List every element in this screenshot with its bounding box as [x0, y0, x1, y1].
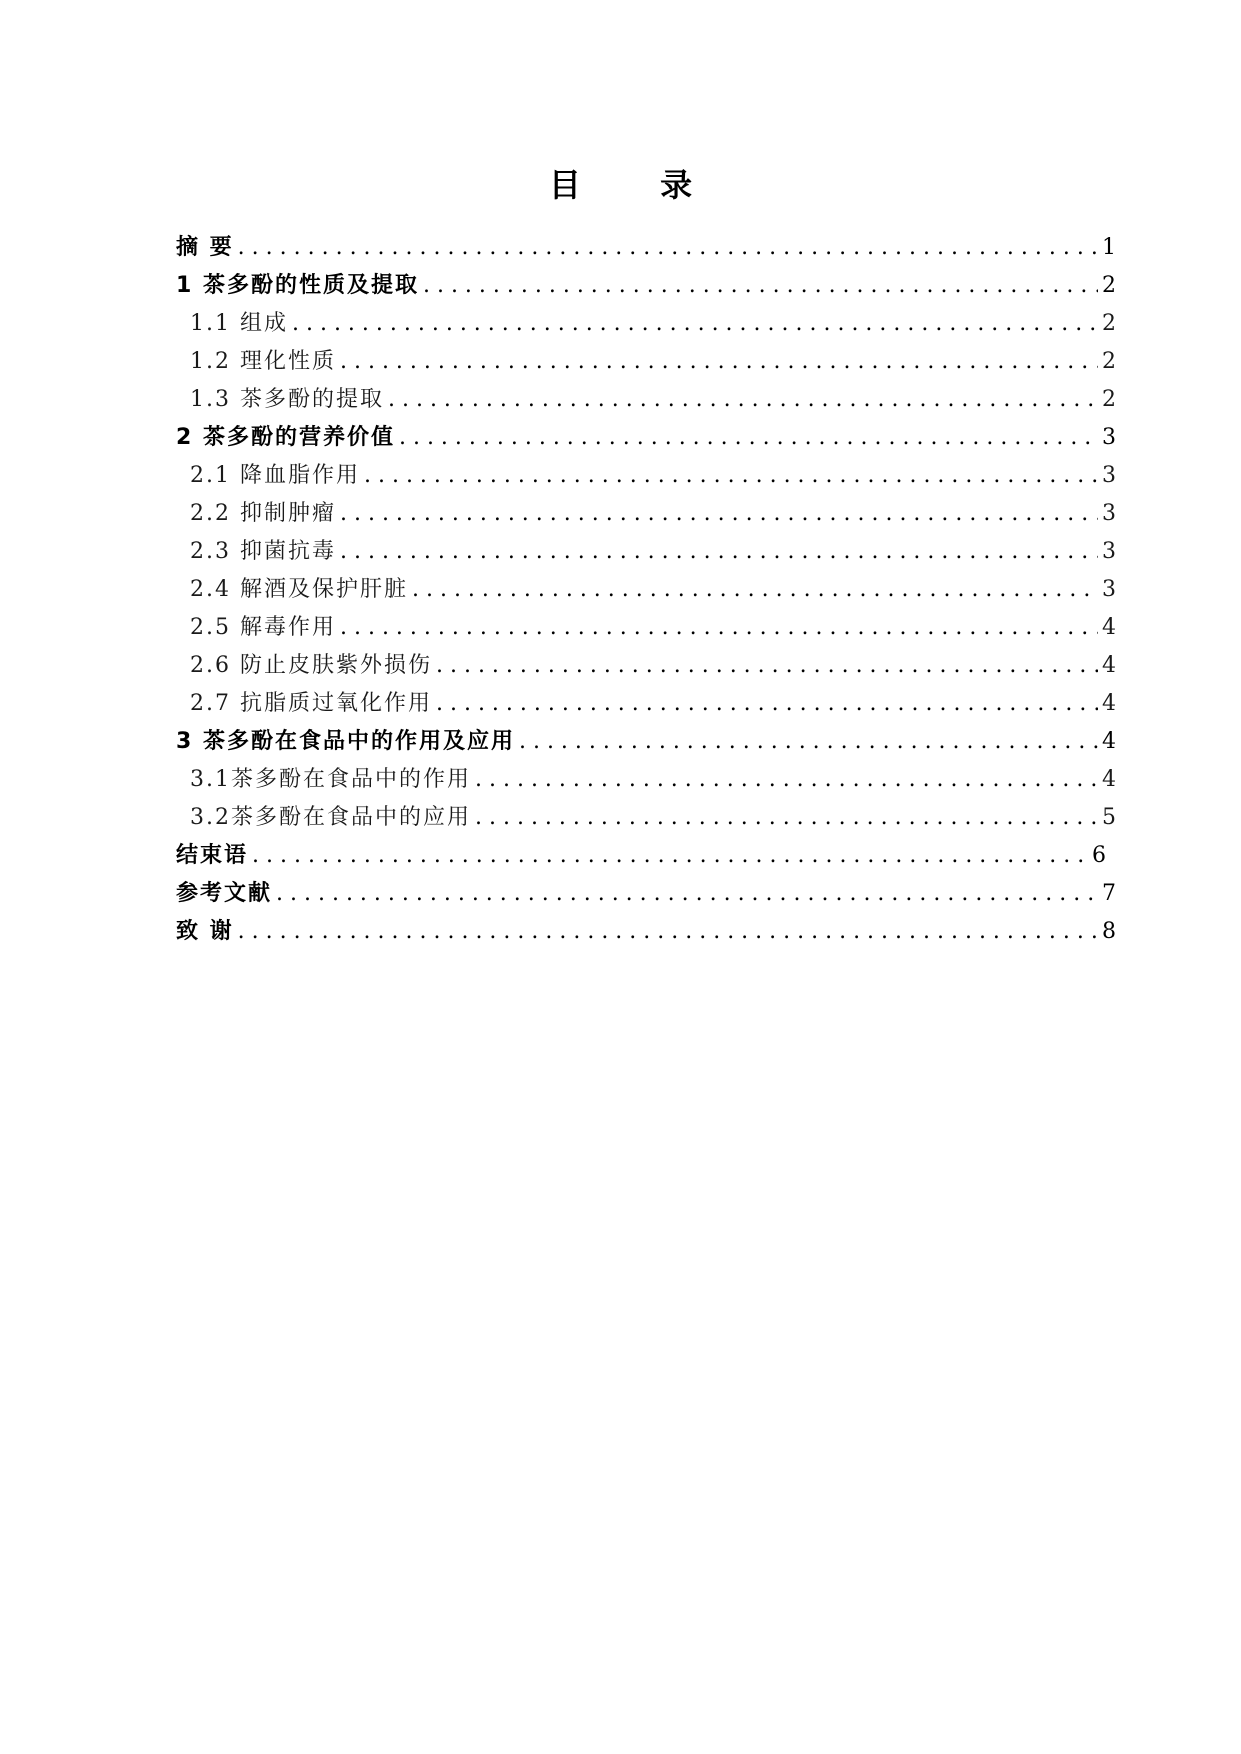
toc-subentry[interactable] [176, 342, 1116, 382]
toc-dot-leader [423, 266, 1098, 306]
toc-subentry[interactable] [176, 570, 1116, 610]
toc-entry-page: 4 [1102, 653, 1116, 678]
toc-entry-label: 结束语 [176, 843, 249, 868]
toc-entry-label: 1.1 组成 [190, 311, 288, 336]
toc-dot-leader [436, 684, 1098, 724]
toc-entry-label: 摘 要 [176, 235, 234, 260]
toc-entry-page: 2 [1102, 349, 1116, 374]
toc-entry-label: 1 茶多酚的性质及提取 [176, 273, 419, 298]
toc-entry-label: 2.1 降血脂作用 [190, 463, 360, 488]
toc-entry[interactable] [176, 266, 1116, 306]
toc-dot-leader [340, 608, 1098, 648]
toc-dot-leader [238, 228, 1098, 268]
toc-entry-page: 4 [1102, 615, 1116, 640]
toc-entry-label: 2 茶多酚的营养价值 [176, 425, 395, 450]
toc-entry-page: 4 [1102, 729, 1116, 754]
toc-entry-page: 3 [1102, 425, 1116, 450]
toc-entry-page: 6 [1092, 843, 1106, 868]
toc-entry-page: 3 [1102, 501, 1116, 526]
toc-subentry[interactable] [176, 798, 1116, 838]
toc-dot-leader [340, 532, 1098, 572]
toc-entry-page: 3 [1102, 539, 1116, 564]
toc-entry-label: 3.1茶多酚在食品中的作用 [190, 767, 471, 792]
toc-dot-leader [276, 874, 1098, 914]
toc-dot-leader [252, 836, 1088, 876]
toc-entry-label: 2.3 抑菌抗毒 [190, 539, 336, 564]
toc-entry[interactable] [176, 912, 1116, 952]
toc-dot-leader [238, 912, 1098, 952]
toc-entry-label: 2.5 解毒作用 [190, 615, 336, 640]
toc-dot-leader [364, 456, 1098, 496]
toc-subentry[interactable] [176, 760, 1116, 800]
toc-entry-page: 2 [1102, 311, 1116, 336]
toc-entry-label: 3.2茶多酚在食品中的应用 [190, 805, 471, 830]
toc-entry[interactable] [176, 722, 1116, 762]
toc-entry-page: 4 [1102, 691, 1116, 716]
toc-entry-label: 参考文献 [176, 881, 273, 906]
toc-dot-leader [399, 418, 1098, 458]
toc-entry-page: 2 [1102, 387, 1116, 412]
toc-entry-page: 2 [1102, 273, 1116, 298]
toc-entry-page: 7 [1102, 881, 1116, 906]
toc-subentry[interactable] [176, 532, 1116, 572]
toc-entry-label: 2.2 抑制肿瘤 [190, 501, 336, 526]
toc-dot-leader [340, 342, 1098, 382]
toc-entry-label: 2.4 解酒及保护肝脏 [190, 577, 408, 602]
toc-entry-label: 2.7 抗脂质过氧化作用 [190, 691, 432, 716]
toc-dot-leader [475, 760, 1098, 800]
toc-entry-label: 3 茶多酚在食品中的作用及应用 [176, 729, 515, 754]
toc-entry-page: 1 [1102, 235, 1116, 260]
toc-subentry[interactable] [176, 380, 1116, 420]
toc-dot-leader [340, 494, 1098, 534]
toc-subentry[interactable] [176, 456, 1116, 496]
toc-entry-page: 3 [1102, 463, 1116, 488]
toc-entry-label: 致 谢 [176, 919, 234, 944]
toc-entry-page: 5 [1102, 805, 1116, 830]
toc-entry[interactable] [176, 418, 1116, 458]
toc-subentry[interactable] [176, 608, 1116, 648]
toc-entry-label: 1.2 理化性质 [190, 349, 336, 374]
toc-dot-leader [436, 646, 1098, 686]
toc-dot-leader [519, 722, 1098, 762]
toc-entry[interactable] [176, 836, 1106, 876]
toc-entry-label: 2.6 防止皮肤紫外损伤 [190, 653, 432, 678]
toc-entry[interactable] [176, 874, 1116, 914]
toc-entry-page: 3 [1102, 577, 1116, 602]
toc-subentry[interactable] [176, 304, 1116, 344]
toc-dot-leader [412, 570, 1098, 610]
toc-entry-label: 1.3 茶多酚的提取 [190, 387, 384, 412]
toc-subentry[interactable] [176, 646, 1116, 686]
toc-subentry[interactable] [176, 684, 1116, 724]
toc-dot-leader [292, 304, 1098, 344]
toc-entry-page: 8 [1102, 919, 1116, 944]
toc-entry-page: 4 [1102, 767, 1116, 792]
toc-dot-leader [475, 798, 1098, 838]
toc-entry[interactable] [176, 228, 1116, 268]
toc-dot-leader [388, 380, 1098, 420]
toc-subentry[interactable] [176, 494, 1116, 534]
page-title: 目 录 [548, 166, 727, 204]
